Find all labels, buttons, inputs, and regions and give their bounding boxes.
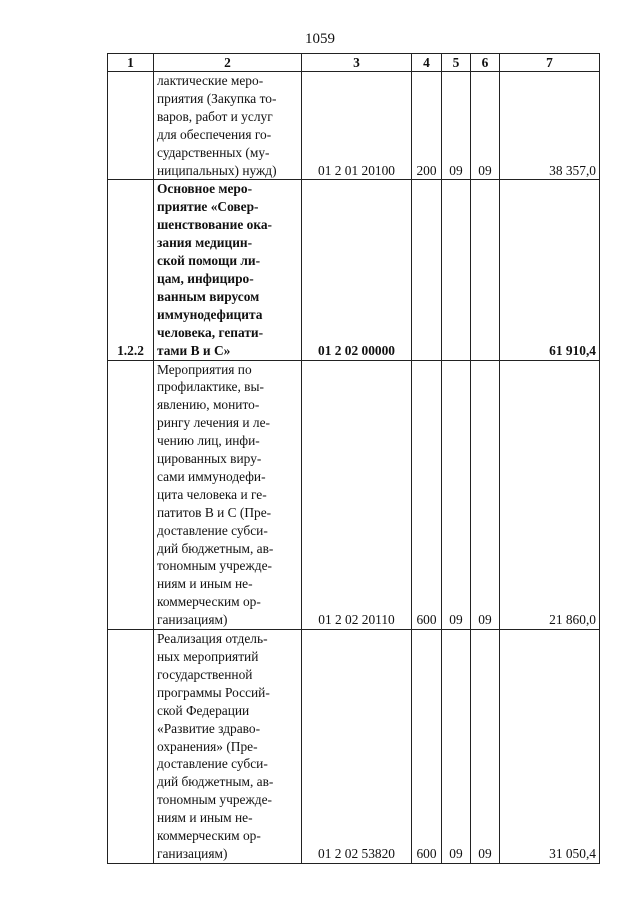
row-col-6	[471, 180, 500, 360]
row-name-line: тономным учрежде-	[157, 792, 272, 808]
row-name-line: тономным учрежде-	[157, 558, 272, 574]
row-col-6: 09	[471, 360, 500, 630]
row-number	[108, 630, 154, 864]
row-name	[154, 630, 302, 864]
row-code: 01 2 02 20110	[302, 360, 412, 630]
table-body	[108, 72, 600, 864]
row-name-line: коммерческим ор-	[157, 594, 261, 610]
header-col-6: 6	[471, 54, 500, 72]
row-name-line: ных мероприятий	[157, 649, 259, 664]
row-name-line: зания медицин-	[157, 235, 253, 251]
header-col-7: 7	[500, 54, 600, 72]
header-col-2: 2	[154, 54, 302, 72]
row-col-4	[412, 180, 442, 360]
row-name-line: цированных виру-	[157, 451, 262, 467]
row-number	[108, 360, 154, 630]
budget-table	[107, 53, 600, 864]
row-name-line: цам, инфициро-	[157, 270, 254, 286]
table-row	[108, 630, 600, 864]
row-name-line: коммерческим ор-	[157, 828, 261, 844]
row-name-line: цита человека и ге-	[157, 486, 267, 502]
row-name-line: приятия (Закупка то-	[157, 90, 277, 106]
row-name-line: охранения» (Пре-	[157, 738, 258, 754]
row-name-line: для обеспечения го-	[157, 126, 272, 142]
row-name-line: Мероприятия по	[157, 361, 252, 377]
row-name-line: ванным вирусом	[157, 288, 260, 304]
row-name-line: сами иммунодефи-	[157, 468, 266, 484]
row-code: 01 2 02 00000	[302, 180, 412, 360]
row-name-line: тами В и С»	[157, 342, 231, 358]
row-name-line: варов, работ и услуг	[157, 108, 273, 124]
row-name-line: Основное меро-	[157, 181, 253, 197]
row-name-line: сударственных (му-	[157, 144, 270, 160]
row-sum: 38 357,0	[500, 72, 600, 180]
row-number	[108, 72, 154, 180]
header-row	[108, 54, 600, 72]
row-name	[154, 360, 302, 630]
row-name-line: ганизациям)	[157, 845, 228, 861]
row-name-line: государственной	[157, 666, 253, 682]
row-name	[154, 72, 302, 180]
row-number: 1.2.2	[108, 180, 154, 360]
row-name-line: шенствование ока-	[157, 217, 272, 233]
row-col-5: 09	[442, 360, 471, 630]
row-name-line: рингу лечения и ле-	[157, 415, 270, 431]
row-col-5: 09	[442, 72, 471, 180]
row-sum: 21 860,0	[500, 360, 600, 630]
header-col-5: 5	[442, 54, 471, 72]
row-name-line: человека, гепати-	[157, 324, 264, 340]
row-name-line: профилактике, вы-	[157, 379, 264, 395]
row-name-line: доставление субси-	[157, 522, 268, 538]
row-col-5	[442, 180, 471, 360]
table-row	[108, 180, 600, 360]
row-name-line: ниям и иным не-	[157, 576, 253, 592]
row-name-line: доставление субси-	[157, 756, 268, 772]
row-name-line: ской помощи ли-	[157, 253, 261, 269]
row-sum: 31 050,4	[500, 630, 600, 864]
header-col-1: 1	[108, 54, 154, 72]
row-col-5: 09	[442, 630, 471, 864]
row-name-line: дий бюджетным, ав-	[157, 774, 274, 790]
row-name-line: «Развитие здраво-	[157, 720, 261, 736]
header-col-3: 3	[302, 54, 412, 72]
row-name-line: ниям и иным не-	[157, 810, 253, 826]
row-col-4: 200	[412, 72, 442, 180]
row-name-line: дий бюджетным, ав-	[157, 540, 274, 556]
row-name-line: иммунодефицита	[157, 306, 263, 322]
row-name-line: ниципальных) нужд)	[157, 162, 277, 178]
row-code: 01 2 02 53820	[302, 630, 412, 864]
row-name-line: программы Россий-	[157, 684, 270, 700]
table-row	[108, 360, 600, 630]
row-name-line: ской Федерации	[157, 702, 250, 718]
row-col-6: 09	[471, 72, 500, 180]
table-row	[108, 72, 600, 180]
row-name-line: Реализация отдель-	[157, 631, 268, 647]
row-code: 01 2 01 20100	[302, 72, 412, 180]
header-col-4: 4	[412, 54, 442, 72]
row-name-line: чению лиц, инфи-	[157, 433, 260, 449]
row-name	[154, 180, 302, 360]
row-name-line: лактические меро-	[157, 73, 264, 88]
row-name-line: патитов В и С (Пре-	[157, 504, 272, 520]
row-sum: 61 910,4	[500, 180, 600, 360]
row-col-4: 600	[412, 630, 442, 864]
row-col-6: 09	[471, 630, 500, 864]
row-col-4: 600	[412, 360, 442, 630]
row-name-line: ганизациям)	[157, 612, 228, 628]
page-number: 1059	[305, 31, 335, 47]
row-name-line: явлению, монито-	[157, 397, 260, 413]
row-name-line: приятие «Совер-	[157, 199, 259, 215]
